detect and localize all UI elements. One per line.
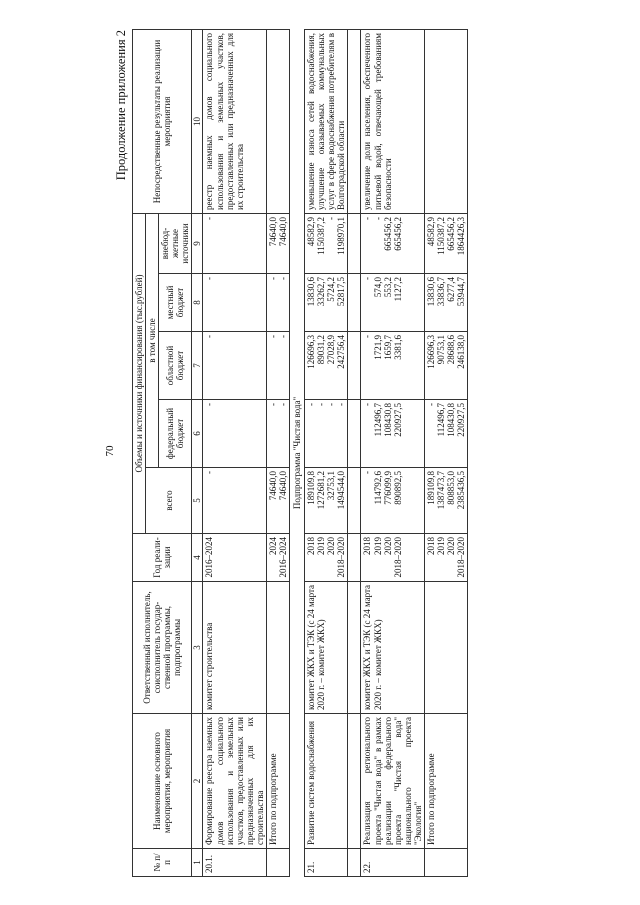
col-number: 7 [192, 332, 203, 400]
measure-name: Реализация регионального проекта "Чистая вода" в рамках реализации федерального проекта "Чистая вода" национального проекта "Экология" [361, 714, 424, 849]
header-volumes: Объемы и источники финансирования (тыс.рублей) [133, 213, 146, 533]
years: 2018 2019 2020 2018–2020 [361, 534, 424, 582]
col-number: 8 [192, 274, 203, 332]
table-row-20-1 [203, 29, 266, 876]
regional-values: 126696,3 90753,1 28688,6 246138,0 [424, 332, 467, 400]
subtotal-row [424, 29, 467, 876]
extra-values: 48582,9 1150387,2 - 1198970,1 [305, 213, 348, 273]
col-number: 10 [192, 29, 203, 213]
header-extra: внебюд-жетные источники [159, 213, 192, 273]
subprogram-title: Подпрограмма "Чистая вода" [290, 29, 305, 876]
header-including: в том числе [146, 213, 159, 467]
col-number: 9 [192, 213, 203, 273]
header-year: Год реали-зации [133, 534, 192, 582]
rotated-page [110, 0, 640, 905]
extra-values: 48582,9 1150387,2 665456,2 1864426,3 [424, 213, 467, 273]
row-number: 20.1. [203, 849, 266, 877]
table-row-22 [361, 29, 424, 876]
header-executor: Ответственный исполнитель, соисполнитель государ-ственной программы, подпрограммы [133, 582, 192, 714]
row-number: 21. [305, 849, 348, 877]
year: 2016–2024 [203, 534, 266, 582]
subtotal-label: Итого по подпрограмме [424, 714, 467, 849]
col-number: 1 [192, 849, 203, 877]
table-row-21 [305, 29, 348, 876]
header-results: Непосредственные результаты реализации мероприятия [133, 29, 192, 213]
total-values: - 114792,6 776099,9 890892,5 [361, 468, 424, 534]
total-values: 189109,8 1272681,2 32753,1 1494544,0 [305, 468, 348, 534]
total-values: 74640,0 74640,0 [266, 468, 289, 534]
local-values: - - [266, 274, 289, 332]
years: 2018 2019 2020 2018–2020 [305, 534, 348, 582]
regional-values: 126696,3 89031,2 27028,9 242756,4 [305, 332, 348, 400]
header-total: всего [146, 468, 192, 534]
col-number: 5 [192, 468, 203, 534]
header-local: местный бюджет [159, 274, 192, 332]
financing-table [132, 29, 468, 877]
col-number: 4 [192, 534, 203, 582]
executor: комитет ЖКХ и ТЭК (с 24 марта 2020 г. – комитет ЖКХ) [361, 582, 424, 714]
total-value: - [203, 468, 266, 534]
local-values: - 574,0 553,2 1127,2 [361, 274, 424, 332]
executor: комитет строительства [203, 582, 266, 714]
federal-values: - 112496,7 108430,8 220927,5 [361, 400, 424, 468]
local-values: 13830,6 33262,7 5724,2 52817,5 [305, 274, 348, 332]
result-text: уменьшение износа сетей водоснабжения, улучшение оказываемых коммунальных услуг в сфере водоснабжения потребителям в Волгоградской области [305, 29, 348, 213]
page-number: 70 [104, 445, 116, 457]
federal-value: - [203, 400, 266, 468]
col-number: 2 [192, 714, 203, 849]
local-values: 13830,6 33836,7 6277,4 53944,7 [424, 274, 467, 332]
executor: комитет ЖКХ и ТЭК (с 24 марта 2020 г. – комитет ЖКХ) [305, 582, 348, 714]
years: 2018 2019 2020 2018–2020 [424, 534, 467, 582]
column-numbers-row [192, 29, 203, 876]
local-value: - [203, 274, 266, 332]
extra-values: - - 665456,2 665456,2 [361, 213, 424, 273]
col-number: 3 [192, 582, 203, 714]
row-number: 22. [361, 849, 424, 877]
regional-values: - 1721,9 1659,7 3381,6 [361, 332, 424, 400]
extra-values: 74640,0 74640,0 [266, 213, 289, 273]
header-regional: областной бюджет [159, 332, 192, 400]
total-values: 189109,8 1387473,7 808853,0 2385436,5 [424, 468, 467, 534]
header-federal: федеральный бюджет [159, 400, 192, 468]
measure-name: Формирование реестра наемных домов социального использования и земельных участков, предоставленных или предназначенных для их строительства [203, 714, 266, 849]
federal-values: - - [266, 400, 289, 468]
page-content [110, 0, 640, 877]
regional-values: - - [266, 332, 289, 400]
measure-name: Развитие систем водоснабжения [305, 714, 348, 849]
header-number: № п/п [133, 849, 192, 877]
subtotal-row [266, 29, 289, 876]
years: 2024 2016–2024 [266, 534, 289, 582]
subtotal-label: Итого по подпрограмме [266, 714, 289, 849]
subprogram-row [290, 29, 305, 876]
regional-value: - [203, 332, 266, 400]
header-measure-name: Наименование основного мероприятия, мероприятия [133, 714, 192, 849]
federal-values: - - - - [305, 400, 348, 468]
federal-values: - 112496,7 108430,8 220927,5 [424, 400, 467, 468]
continuation-label: Продолжение приложения 2 [114, 30, 128, 181]
result-text: реестр наемных домов социального использования и земельных участков, предоставленных или предназначенных для их строительства [203, 29, 266, 213]
extra-value: - [203, 213, 266, 273]
result-text: увеличение доли населения, обеспеченного питьевой водой, отвечающей требованиям безопасности [361, 29, 424, 213]
col-number: 6 [192, 400, 203, 468]
